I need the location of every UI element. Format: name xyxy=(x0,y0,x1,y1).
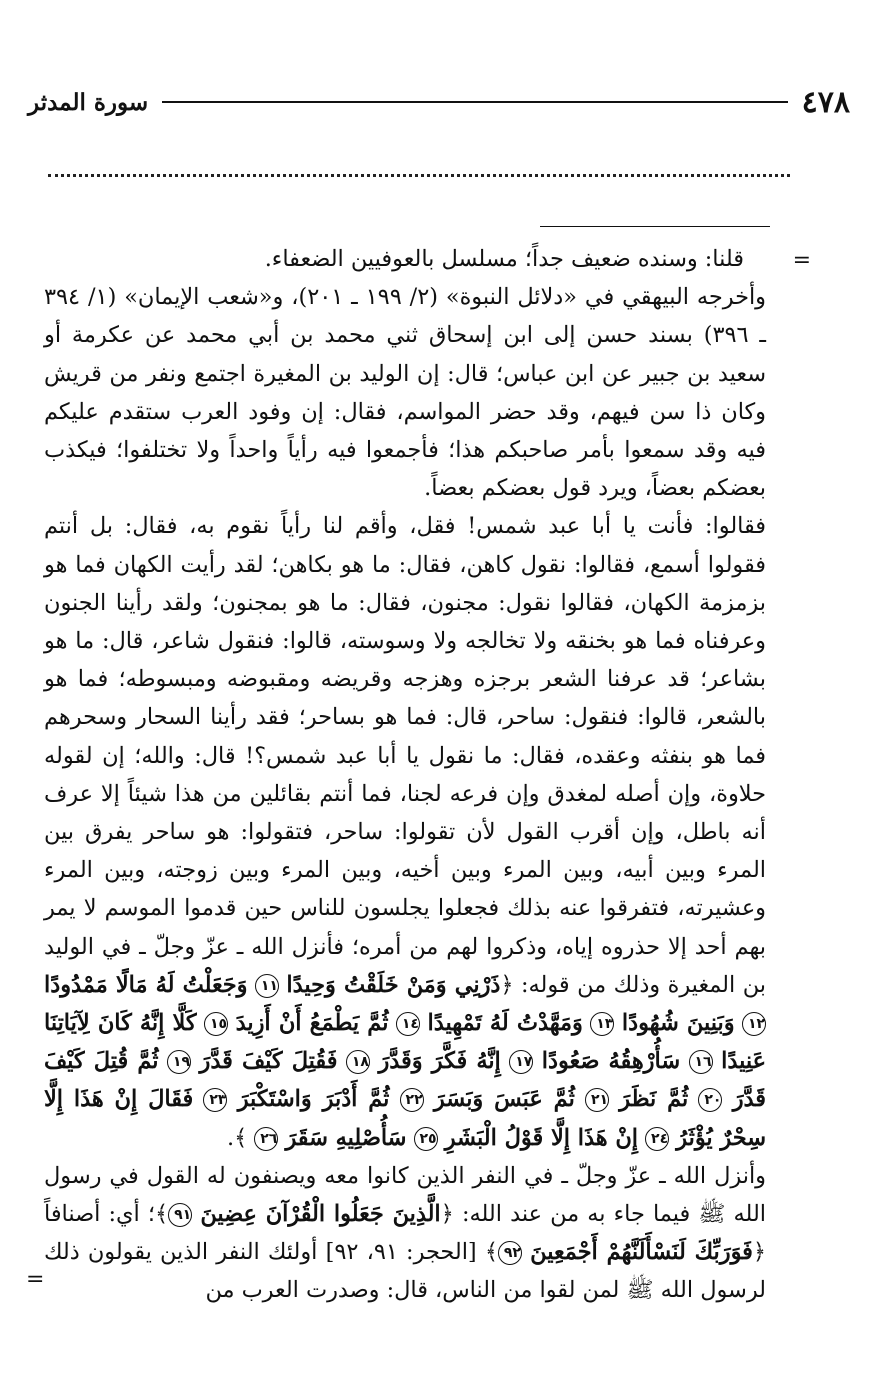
continuation-marker: = xyxy=(792,248,811,273)
footnote-paragraph: وأخرجه البيهقي في «دلائل النبوة» (٢/ ١٩٩ ـ ٢٠١)، و«شعب الإيمان» (١/ ٣٩٤ ـ ٣٩٦) بسند حسن إلى ابن إسحاق ثني محمد بن أبي محمد عن عكرمة أو سعيد بن جبير عن ابن عباس؛ قال: إن الوليد بن المغيرة اجتمع ونفر من قريش وكان ذا سن فيهم، وقد حضر المواسم، فقال: إن وفود العرب ستقدم عليكم فيه وقد سمعوا بأمر صاحبكم هذا؛ فأجمعوا فيه رأياً واحداً ولا تختلفوا؛ فيكذب بعضكم بعضاً، ويرد قول بعضكم بعضاً. xyxy=(44,284,766,502)
quran-verse: ثُمَّ أَدْبَرَ وَاسْتَكْبَرَ xyxy=(237,1086,390,1113)
footnote-paragraph xyxy=(44,1157,766,1310)
quran-verse: إِنْ هَذَا إِلَّا قَوْلُ الْبَشَرِ xyxy=(444,1124,638,1151)
page-number: ٤٧٨ xyxy=(801,84,850,120)
verse-number: ١٩ xyxy=(167,1050,191,1074)
verse-number: ١١ xyxy=(255,974,279,998)
quran-verse: سَأُصْلِيهِ سَقَرَ xyxy=(285,1124,407,1151)
quran-verses xyxy=(44,972,766,1151)
verse-number: ٢٤ xyxy=(645,1127,669,1151)
quran-verse: كَلَّا إِنَّهُ كَانَ لِآيَاتِنَا عَنِيدًا xyxy=(44,1010,766,1075)
verse-number: ٢٢ xyxy=(400,1088,424,1112)
quran-verse: فَقَالَ إِنْ هَذَا إِلَّا سِحْرٌ يُؤْثَرُ xyxy=(44,1086,766,1151)
after-verses: . xyxy=(226,1124,235,1151)
verse-number: ٢١ xyxy=(585,1088,609,1112)
quran-verse: الَّذِينَ جَعَلُوا الْقُرْآنَ عِضِينَ xyxy=(200,1201,441,1228)
verse-number: ١٣ xyxy=(590,1012,614,1036)
quran-close-bracket: ﴾ xyxy=(155,1201,169,1228)
footnote-body xyxy=(44,240,766,1310)
footnote-rule xyxy=(540,226,770,227)
quran-verse: وَبَنِينَ شُهُودًا xyxy=(621,1010,735,1037)
quran-verse: ثُمَّ يَطْمَعُ أَنْ أَزِيدَ xyxy=(235,1010,389,1037)
quran-open-bracket: ﴿ xyxy=(440,1201,454,1228)
quran-verse: ثُمَّ قُتِلَ كَيْفَ قَدَّرَ xyxy=(44,1048,766,1113)
paragraph-text: فقالوا: فأنت يا أبا عبد شمس! فقل، وأقم لنا رأياً نقوم به، فقال: بل أنتم فقولوا أسمع، فقالوا: نقول كاهن، فقال: ما هو بكاهن؛ لقد رأيت الكهان فما هو بزمزمة الكهان، فقالوا نقول: مجنون، فقال: ما هو بمجنون؛ ولقد رأينا الجنون وعرفناه فما هو بخنقه ولا تخالجه ولا وسوسته، قالوا: فنقول شاعر، قال: ما هو بشاعر؛ قد عرفنا الشعر برجزه وهزجه وقريضه ومقبوضه ومبسوطه؛ فما هو بالشعر، قالوا: فنقول: ساحر، قال: فما هو بساحر؛ فقد رأينا السحار وسحرهم فما هو بنفثه وعقده، فقال: ما نقول يا أبا عبد شمس؟! قال: والله؛ إن لقوله حلاوة، وإن أصله لمغدق وإن فرعه لجنا، فما أنتم بقائلين من هذا شيئاً إلا عرف أنه باطل، وإن أقرب القول لأن تقولوا: ساحر، فتقولوا: هو ساحر يفرق بين المرء وبين أبيه، وبين المرء وبين أخيه، وبين المرء وبين زوجته، وبين المرء وعشيرته، فتفرقوا عنه بذلك فجعلوا يجلسون للناس حين قدموا الموسم لا يمر بهم أحد إلا حذروه إياه، وذكروا لهم من أمره؛ فأنزل الله ـ عزّ وجلّ ـ في الوليد بن المغيرة وذلك من قوله: xyxy=(44,513,766,998)
verse-number: ١٥ xyxy=(204,1012,228,1036)
quran-verse: ثُمَّ نَظَرَ xyxy=(619,1086,689,1113)
quran-verse: إِنَّهُ فَكَّرَ وَقَدَّرَ xyxy=(378,1048,501,1075)
quran-open-bracket: ﴿ xyxy=(752,1239,766,1266)
quran-verse: ثُمَّ عَبَسَ وَبَسَرَ xyxy=(433,1086,575,1113)
continuation-end-marker: = xyxy=(26,1267,45,1292)
verse-number: ١٨ xyxy=(346,1050,370,1074)
quran-verse: فَوَرَبِّكَ لَنَسْأَلَنَّهُمْ أَجْمَعِينَ xyxy=(530,1239,753,1266)
quran-verse: ذَرْنِي وَمَنْ خَلَقْتُ وَحِيدًا xyxy=(286,971,501,998)
header-rule xyxy=(162,101,787,103)
verse-number: ١٢ xyxy=(742,1012,766,1036)
quran-close-bracket: ﴾ xyxy=(234,1124,248,1151)
verse-number: ٩١ xyxy=(168,1203,192,1227)
quran-close-bracket: ﴾ xyxy=(484,1239,498,1266)
surah-title: سورة المدثر xyxy=(28,88,149,116)
verse-number: ٢٠ xyxy=(698,1088,722,1112)
dotted-separator xyxy=(48,174,790,177)
paragraph-text: [الحجر: ٩١، ٩٢] أولئك النفر الذين يقولون ذلك لرسول الله ﷺ لمن لقوا من الناس، قال: وصدرت العرب من xyxy=(44,1239,766,1304)
verse-number: ٩٢ xyxy=(498,1241,522,1265)
quran-open-bracket: ﴿ xyxy=(500,971,514,998)
quran-verse: سَأُرْهِقُهُ صَعُودًا xyxy=(541,1048,681,1075)
footnote-paragraph xyxy=(44,507,766,1156)
verse-number: ٢٣ xyxy=(203,1088,227,1112)
verse-number: ١٧ xyxy=(509,1050,533,1074)
verse-number: ٢٦ xyxy=(254,1127,278,1151)
quran-verse: فَقُتِلَ كَيْفَ قَدَّرَ xyxy=(199,1048,338,1075)
page-header xyxy=(28,80,850,124)
verse-number: ١٤ xyxy=(396,1012,420,1036)
verse-number: ٢٥ xyxy=(414,1127,438,1151)
quran-verse: وَمَهَّدْتُ لَهُ تَمْهِيدًا xyxy=(427,1010,583,1037)
paragraph-text: ؛ أي: أصنافاً xyxy=(44,1201,156,1228)
quran-verse: وَجَعَلْتُ لَهُ مَالًا مَمْدُودًا xyxy=(44,971,248,998)
footnote-paragraph: قلنا: وسنده ضعيف جداً؛ مسلسل بالعوفيين الضعفاء. xyxy=(264,246,744,272)
verse-number: ١٦ xyxy=(689,1050,713,1074)
paragraph-text: وأنزل الله ـ عزّ وجلّ ـ في النفر الذين كانوا معه ويصنفون له القول في رسول الله ﷺ فيما جاء به من عند الله: xyxy=(44,1162,766,1228)
